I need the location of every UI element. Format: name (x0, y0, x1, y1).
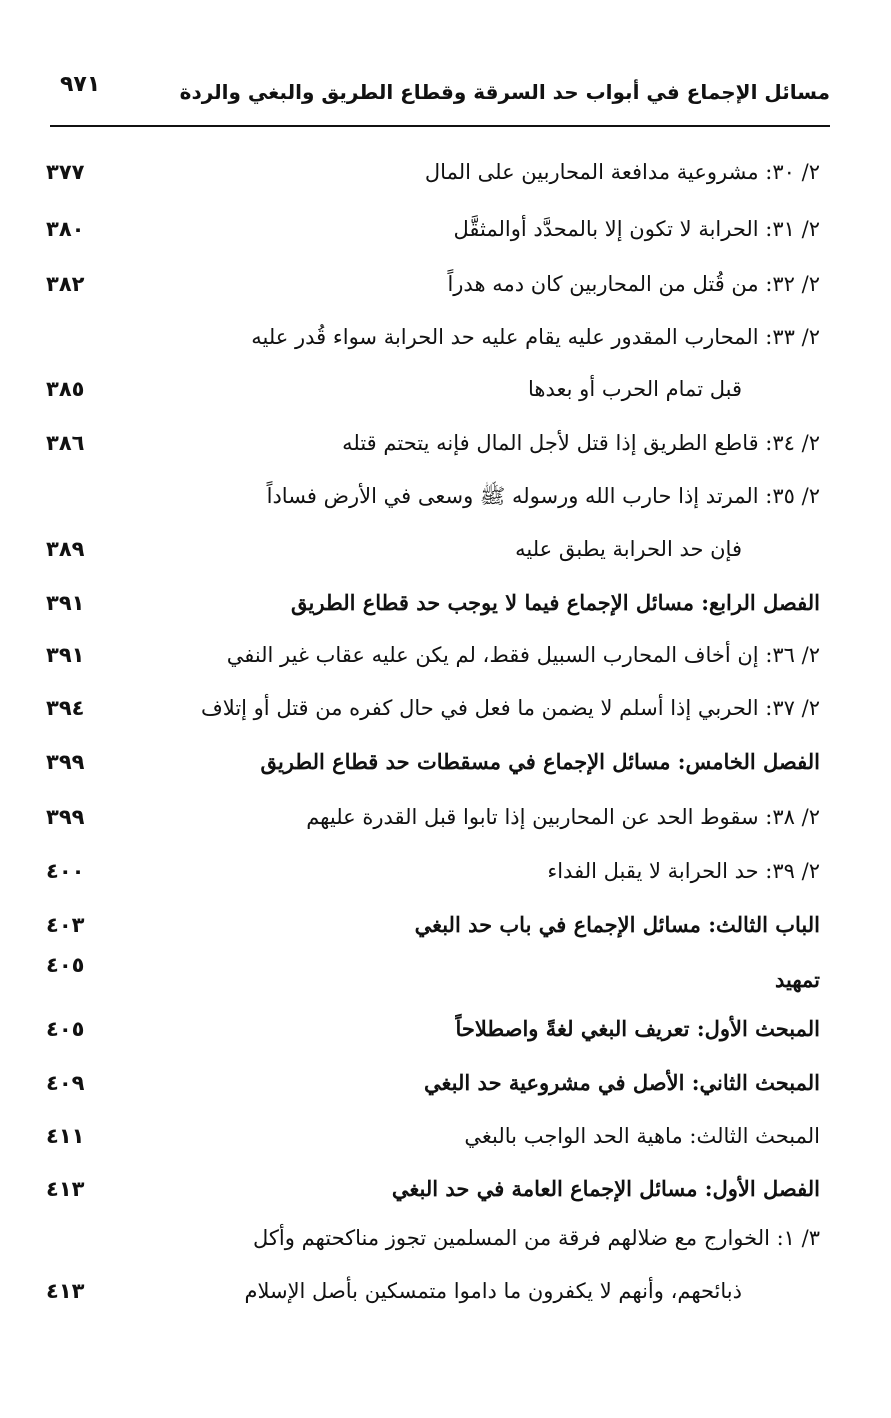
toc-entry-title: الفصل الأول: مسائل الإجماع العامة في حد البغي (391, 1176, 820, 1201)
toc-entry-page: ٤٠٥ (46, 953, 85, 977)
running-title: مسائل الإجماع في أبواب حد السرقة وقطاع الطريق والبغي والردة (179, 80, 830, 104)
toc-entry-title: ٣/ ١: الخوارج مع ضلالهم فرقة من المسلمين تجوز مناكحتهم وأكل (253, 1226, 820, 1250)
toc-entry-title: ٢/ ٣٣: المحارب المقدور عليه يقام عليه حد الحرابة سواء قُدر عليه (251, 325, 820, 349)
toc-entry-page: ٤١٣ (46, 1279, 85, 1303)
toc-entry-title: ذبائحهم، وأنهم لا يكفرون ما داموا متمسكين بأصل الإسلام (244, 1279, 742, 1303)
toc-entry-page: ٤١١ (46, 1124, 85, 1148)
toc-entry-title: ٢/ ٣٤: قاطع الطريق إذا قتل لأجل المال فإنه يتحتم قتله (342, 431, 820, 455)
toc-entry-title: ٢/ ٣٥: المرتد إذا حارب الله ورسوله ﷺ وسعى في الأرض فساداً (266, 484, 820, 508)
toc-entry-page: ٤٠٥ (46, 1017, 85, 1041)
toc-entry-page: ٣٩٩ (46, 750, 85, 774)
toc-entry-title: ٢/ ٣٦: إن أخاف المحارب السبيل فقط، لم يكن عليه عقاب غير النفي (226, 643, 820, 667)
toc-entry-page: ٣٩٤ (46, 696, 85, 720)
toc-entry-title: المبحث الأول: تعريف البغي لغةً واصطلاحاً (455, 1016, 820, 1041)
toc-entry-title: المبحث الثاني: الأصل في مشروعية حد البغي (424, 1070, 820, 1095)
page-number: ٩٧١ (60, 72, 101, 97)
toc-entry-page: ٣٨٢ (46, 272, 85, 296)
toc-entry-page: ٤٠٣ (46, 913, 85, 937)
toc-entry-title: ٢/ ٣٢: من قُتل من المحاربين كان دمه هدراً (447, 272, 820, 296)
toc-entry-title: ٢/ ٣٨: سقوط الحد عن المحاربين إذا تابوا قبل القدرة عليهم (306, 805, 820, 829)
toc-entry-page: ٣٧٧ (46, 160, 85, 184)
toc-entry-page: ٤١٣ (46, 1177, 85, 1201)
toc-entry-title: تمهيد (774, 967, 820, 992)
toc-entry-title: الباب الثالث: مسائل الإجماع في باب حد البغي (414, 912, 820, 937)
toc-entry-page: ٤٠٩ (46, 1071, 85, 1095)
toc-entry-title: ٢/ ٣١: الحرابة لا تكون إلا بالمحدَّد أوالمثقَّل (453, 217, 820, 241)
toc-entry-title: الفصل الخامس: مسائل الإجماع في مسقطات حد قطاع الطريق (260, 749, 820, 774)
toc-entry-title: ٢/ ٣٧: الحربي إذا أسلم لا يضمن ما فعل في حال كفره من قتل أو إتلاف (201, 696, 820, 720)
toc-entry-title: المبحث الثالث: ماهية الحد الواجب بالبغي (464, 1124, 820, 1148)
toc-entry-title: قبل تمام الحرب أو بعدها (528, 377, 742, 401)
toc-entry-page: ٣٩١ (46, 591, 85, 615)
toc-entry-title: ٢/ ٣٠: مشروعية مدافعة المحاربين على المال (424, 160, 820, 184)
toc-entry-title: الفصل الرابع: مسائل الإجماع فيما لا يوجب حد قطاع الطريق (291, 590, 820, 615)
toc-entry-page: ٣٩١ (46, 643, 85, 667)
toc-entry-page: ٤٠٠ (46, 859, 85, 883)
toc-entry-page: ٣٨٥ (46, 377, 85, 401)
toc-entry-page: ٣٨٦ (46, 431, 85, 455)
toc-entry-page: ٣٨٠ (46, 217, 85, 241)
toc-entry-title: فإن حد الحرابة يطبق عليه (515, 537, 742, 561)
toc-entry-title: ٢/ ٣٩: حد الحرابة لا يقبل الفداء (547, 859, 820, 883)
toc-entry-page: ٣٨٩ (46, 537, 85, 561)
toc-entry-page: ٣٩٩ (46, 805, 85, 829)
